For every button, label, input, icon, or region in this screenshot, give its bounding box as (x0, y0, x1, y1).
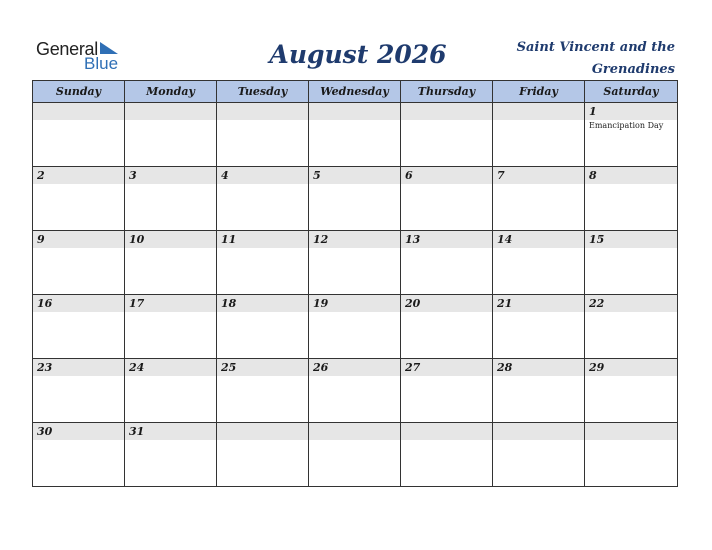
week-row (33, 103, 678, 167)
day-cell (125, 359, 217, 423)
week-row (33, 231, 678, 295)
day-cell (125, 423, 217, 487)
day-cell (217, 359, 309, 423)
week-row (33, 295, 678, 359)
day-number: 6 (401, 167, 492, 184)
day-number: 26 (309, 359, 400, 376)
day-number: 8 (585, 167, 677, 184)
day-number: 18 (217, 295, 308, 312)
day-cell (401, 231, 493, 295)
country-name: Saint Vincent and the Grenadines (516, 40, 675, 77)
day-number (309, 423, 400, 440)
day-cell (401, 167, 493, 231)
weekday-sunday: Sunday (33, 81, 125, 103)
day-number: 11 (217, 231, 308, 248)
calendar-title: August 2026 (269, 40, 447, 69)
day-cell (585, 423, 678, 487)
day-number: 17 (125, 295, 216, 312)
day-cell (493, 231, 585, 295)
day-cell (125, 295, 217, 359)
day-number: 25 (217, 359, 308, 376)
day-number: 5 (309, 167, 400, 184)
day-cell (309, 359, 401, 423)
day-number (585, 423, 677, 440)
day-number: 19 (309, 295, 400, 312)
day-number: 28 (493, 359, 584, 376)
day-number: 22 (585, 295, 677, 312)
day-cell (217, 423, 309, 487)
day-number (33, 103, 124, 120)
logo-triangle-icon (98, 41, 120, 55)
day-number: 30 (33, 423, 124, 440)
day-cell (33, 231, 125, 295)
weekday-thursday: Thursday (401, 81, 493, 103)
day-cell (309, 167, 401, 231)
day-number: 21 (493, 295, 584, 312)
weekday-header-row (33, 81, 678, 103)
day-number: 2 (33, 167, 124, 184)
day-number: 1 (585, 103, 677, 120)
day-number: 29 (585, 359, 677, 376)
day-number: 10 (125, 231, 216, 248)
day-number (125, 103, 216, 120)
calendar-grid (32, 80, 678, 487)
day-cell (33, 295, 125, 359)
day-cell (493, 167, 585, 231)
day-cell (585, 103, 678, 167)
day-cell (493, 423, 585, 487)
day-cell (217, 103, 309, 167)
logo-text-general: General (36, 39, 98, 59)
day-cell (309, 103, 401, 167)
day-number: 7 (493, 167, 584, 184)
day-cell (493, 103, 585, 167)
day-cell (401, 103, 493, 167)
day-cell (33, 359, 125, 423)
weekday-saturday: Saturday (585, 81, 678, 103)
day-cell (217, 231, 309, 295)
day-number: 27 (401, 359, 492, 376)
day-number (493, 423, 584, 440)
week-row (33, 167, 678, 231)
weekday-tuesday: Tuesday (217, 81, 309, 103)
day-cell (33, 103, 125, 167)
day-cell (125, 231, 217, 295)
day-cell (217, 167, 309, 231)
day-number: 20 (401, 295, 492, 312)
day-number: 15 (585, 231, 677, 248)
logo-text-blue: Blue (84, 54, 119, 73)
day-number: 3 (125, 167, 216, 184)
day-number: 16 (33, 295, 124, 312)
day-cell (33, 167, 125, 231)
day-cell (125, 167, 217, 231)
day-number: 9 (33, 231, 124, 248)
day-number: 4 (217, 167, 308, 184)
day-number: 23 (33, 359, 124, 376)
day-cell (401, 423, 493, 487)
day-cell (585, 167, 678, 231)
day-cell (217, 295, 309, 359)
day-cell (309, 295, 401, 359)
day-number (309, 103, 400, 120)
day-cell (125, 103, 217, 167)
day-cell (401, 359, 493, 423)
week-row (33, 423, 678, 487)
day-cell (33, 423, 125, 487)
day-cell (585, 231, 678, 295)
generalblue-logo (36, 39, 136, 75)
day-number: 31 (125, 423, 216, 440)
week-row (33, 359, 678, 423)
day-cell (493, 359, 585, 423)
day-cell (309, 423, 401, 487)
day-number (217, 103, 308, 120)
weekday-wednesday: Wednesday (309, 81, 401, 103)
day-number (217, 423, 308, 440)
day-number: 12 (309, 231, 400, 248)
weekday-monday: Monday (125, 81, 217, 103)
weekday-friday: Friday (493, 81, 585, 103)
day-cell (493, 295, 585, 359)
day-number (493, 103, 584, 120)
day-number: 24 (125, 359, 216, 376)
day-cell (585, 295, 678, 359)
day-cell (401, 295, 493, 359)
day-cell (585, 359, 678, 423)
holiday-label: Emancipation Day (589, 121, 664, 130)
day-cell (309, 231, 401, 295)
day-number: 13 (401, 231, 492, 248)
day-number: 14 (493, 231, 584, 248)
day-number (401, 103, 492, 120)
day-number (401, 423, 492, 440)
